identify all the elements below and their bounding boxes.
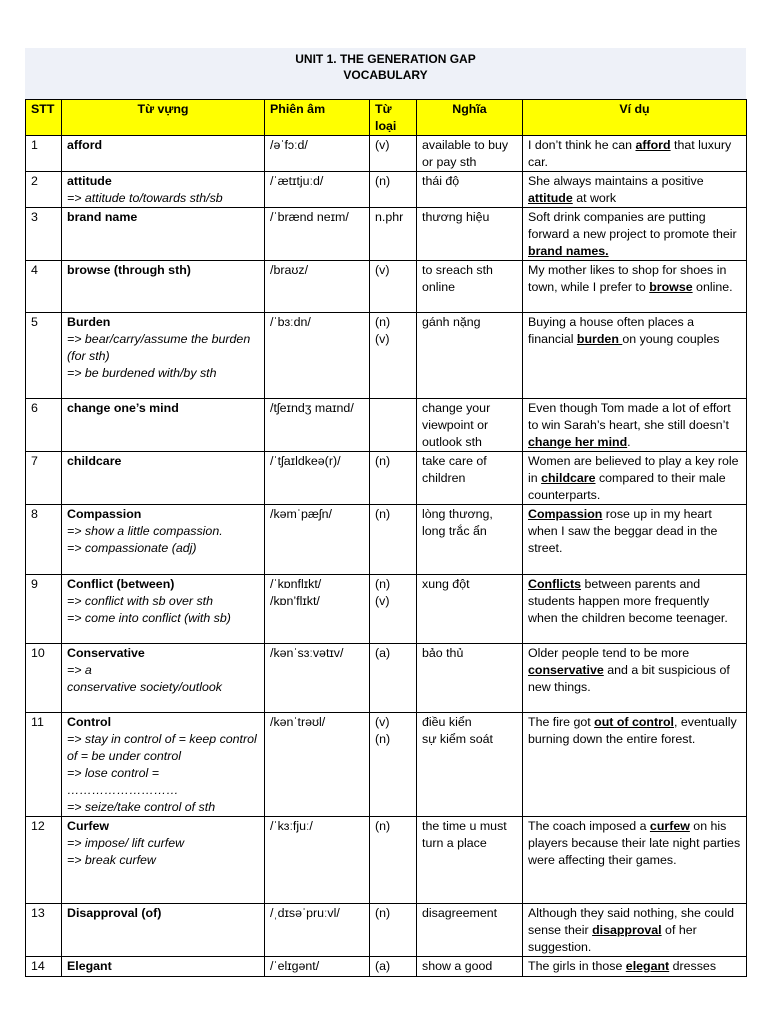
highlighted-term: afford: [635, 138, 671, 152]
example-text: The fire got: [528, 715, 595, 729]
cell-word-type: [370, 452, 417, 505]
meaning-text: change your viewpoint or outlook sth: [422, 401, 491, 449]
word-type-text: (a): [375, 646, 391, 660]
meaning-text: disagreement: [422, 906, 498, 920]
vocab-word: attitude: [67, 174, 112, 188]
example-text: I don’t think he can: [528, 138, 636, 152]
example-text: and a bit suspicious of new things.: [528, 663, 730, 694]
cell-word-type: [370, 208, 417, 261]
vocab-word: Control: [67, 715, 112, 729]
cell-example: [523, 644, 747, 713]
cell-word: [62, 399, 265, 452]
header-meaning: Nghĩa: [417, 100, 523, 136]
phonetic-text: /ˈbɜːdn/: [270, 315, 311, 329]
word-type-text: (v): [375, 715, 390, 729]
phonetic-text: /ˈkɒnflɪkt/: [270, 577, 322, 591]
cell-meaning: [417, 399, 523, 452]
word-type-text: (n): [375, 315, 391, 329]
phonetic-text: /ˈelɪgənt/: [270, 959, 320, 973]
example-text: of her suggestion.: [528, 923, 697, 954]
table-header-row: [26, 100, 747, 136]
highlighted-term: Compassion: [528, 507, 603, 521]
cell-stt: 13: [26, 904, 62, 957]
example-text: Although they said nothing, she could sense their: [528, 906, 734, 937]
cell-stt: 7: [26, 452, 62, 505]
cell-example: [523, 817, 747, 904]
vocab-word: Elegant: [67, 959, 112, 973]
cell-word-type: [370, 904, 417, 957]
phonetic-text: /kənˈtrəʊl/: [270, 715, 326, 729]
phonetic-text: /braʊz/: [270, 263, 309, 277]
word-note: ………………………: [67, 783, 179, 797]
cell-stt: 4: [26, 261, 62, 313]
cell-stt: 11: [26, 713, 62, 817]
table-row: [26, 452, 747, 505]
cell-meaning: [417, 713, 523, 817]
phonetic-text: /kənˈsɜːvətɪv/: [270, 646, 344, 660]
header-stt: STT: [26, 100, 62, 136]
table-row: [26, 261, 747, 313]
vocab-word: browse (through sth): [67, 263, 191, 277]
vocab-word: Conflict (between): [67, 577, 175, 591]
phonetic-text: /ˈbrænd neɪm/: [270, 210, 349, 224]
cell-word: [62, 505, 265, 575]
example-text: Soft drink companies are putting forward a new project to promote their: [528, 210, 737, 241]
meaning-text: to sreach sth online: [422, 263, 493, 294]
cell-example: [523, 713, 747, 817]
meaning-text: thái độ: [422, 174, 460, 188]
vocab-word: Curfew: [67, 819, 109, 833]
vocab-word: Conservative: [67, 646, 145, 660]
example-text: , eventually burning down the entire forest.: [528, 715, 737, 746]
cell-example: [523, 208, 747, 261]
cell-example: [523, 904, 747, 957]
cell-example: [523, 136, 747, 172]
phonetic-text: /tʃeɪndʒ maɪnd/: [270, 401, 354, 415]
highlighted-term: elegant: [625, 959, 670, 973]
example-text: on young couples: [622, 332, 720, 346]
word-note: => break curfew: [67, 853, 156, 867]
word-note: => seize/take control of sth: [67, 800, 216, 814]
example-text: My mother likes to shop for shoes in town, while I prefer to: [528, 263, 727, 294]
word-type-text: n.phr: [375, 210, 404, 224]
cell-phonetic: [265, 172, 370, 208]
cell-phonetic: [265, 505, 370, 575]
cell-meaning: [417, 452, 523, 505]
word-type-text: (n): [375, 819, 391, 833]
cell-word: [62, 208, 265, 261]
cell-stt: 9: [26, 575, 62, 644]
cell-meaning: [417, 644, 523, 713]
cell-meaning: [417, 261, 523, 313]
example-text: Even though Tom made a lot of effort to win Sarah’s heart, she still doesn’t: [528, 401, 731, 432]
table-row: [26, 644, 747, 713]
cell-example: [523, 399, 747, 452]
vocab-word: Burden: [67, 315, 111, 329]
highlighted-term: conservative: [528, 663, 604, 677]
cell-phonetic: [265, 713, 370, 817]
table-row: [26, 313, 747, 399]
highlighted-term: curfew: [649, 819, 690, 833]
example-text: at work: [572, 191, 617, 205]
cell-word: [62, 313, 265, 399]
cell-word-type: [370, 575, 417, 644]
highlighted-term: childcare: [541, 471, 596, 485]
cell-stt: 10: [26, 644, 62, 713]
cell-word-type: [370, 644, 417, 713]
meaning-text: xung đột: [422, 577, 470, 591]
section-title: VOCABULARY: [343, 68, 428, 82]
meaning-text: available to buy or pay sth: [422, 138, 509, 169]
cell-word-type: [370, 313, 417, 399]
table-row: [26, 399, 747, 452]
cell-stt: 14: [26, 957, 62, 977]
cell-meaning: [417, 136, 523, 172]
vocab-word: change one’s mind: [67, 401, 179, 415]
cell-phonetic: [265, 575, 370, 644]
highlighted-term: out of control: [594, 715, 674, 729]
cell-phonetic: [265, 208, 370, 261]
example-text: Older people tend to be more: [528, 646, 690, 660]
word-note: => a: [67, 663, 92, 677]
phonetic-text: /kɒn’flɪkt/: [270, 594, 320, 608]
cell-word-type: [370, 713, 417, 817]
cell-word: [62, 817, 265, 904]
table-body: [26, 136, 747, 977]
highlighted-term: browse: [649, 280, 693, 294]
word-note: => conflict with sb over sth: [67, 594, 214, 608]
cell-phonetic: [265, 136, 370, 172]
highlighted-term: change her mind: [528, 435, 628, 449]
word-note: => impose/ lift curfew: [67, 836, 185, 850]
cell-stt: 5: [26, 313, 62, 399]
word-type-text: (n): [375, 174, 391, 188]
word-note: => attitude to/towards sth/sb: [67, 191, 223, 205]
cell-phonetic: [265, 313, 370, 399]
header-word-type: Từ loại: [370, 100, 417, 136]
table-row: [26, 172, 747, 208]
meaning-text: show a good: [422, 959, 493, 973]
cell-phonetic: [265, 957, 370, 977]
header-phonetic: Phiên âm: [265, 100, 370, 136]
cell-phonetic: [265, 817, 370, 904]
meaning-text: gánh nặng: [422, 315, 481, 329]
table-row: [26, 817, 747, 904]
table-row: [26, 904, 747, 957]
table-row: [26, 505, 747, 575]
phonetic-text: /ˈkɜːfjuː/: [270, 819, 313, 833]
example-text: compared to their male counterparts.: [528, 471, 726, 502]
cell-word: [62, 172, 265, 208]
highlighted-term: attitude: [528, 191, 573, 205]
cell-phonetic: [265, 261, 370, 313]
cell-meaning: [417, 313, 523, 399]
cell-stt: 1: [26, 136, 62, 172]
document-title-block: [25, 48, 746, 100]
header-example: Ví dụ: [523, 100, 747, 136]
table-row: [26, 957, 747, 977]
word-type-text: (n): [375, 906, 391, 920]
word-note: => show a little compassion.: [67, 524, 223, 538]
meaning-text: sự kiểm soát: [422, 732, 493, 746]
word-note: => come into conflict (with sb): [67, 611, 231, 625]
highlighted-term: brand names.: [528, 244, 609, 258]
cell-example: [523, 957, 747, 977]
highlighted-term: disapproval: [592, 923, 662, 937]
phonetic-text: /əˈfɔːd/: [270, 138, 308, 152]
cell-word: [62, 904, 265, 957]
cell-phonetic: [265, 452, 370, 505]
table-row: [26, 208, 747, 261]
cell-stt: 2: [26, 172, 62, 208]
word-type-text: (n): [375, 507, 391, 521]
cell-example: [523, 505, 747, 575]
vocab-word: brand name: [67, 210, 138, 224]
vocab-word: childcare: [67, 454, 122, 468]
phonetic-text: /ˈtʃaɪldkeə(r)/: [270, 454, 341, 468]
cell-stt: 8: [26, 505, 62, 575]
cell-meaning: [417, 505, 523, 575]
unit-title: UNIT 1. THE GENERATION GAP: [295, 52, 476, 66]
vocab-word: Disapproval (of): [67, 906, 162, 920]
word-note: => lose control =: [67, 766, 159, 780]
table-row: [26, 136, 747, 172]
word-type-text: (n): [375, 454, 391, 468]
cell-example: [523, 452, 747, 505]
highlighted-term: Conflicts: [528, 577, 582, 591]
cell-word: [62, 452, 265, 505]
vocab-word: afford: [67, 138, 103, 152]
cell-meaning: [417, 957, 523, 977]
cell-word-type: [370, 957, 417, 977]
example-text: .: [627, 435, 631, 449]
cell-word-type: [370, 505, 417, 575]
cell-phonetic: [265, 399, 370, 452]
phonetic-text: /kəmˈpæʃn/: [270, 507, 332, 521]
word-note: => compassionate (adj): [67, 541, 197, 555]
header-word: Từ vựng: [62, 100, 265, 136]
cell-word: [62, 261, 265, 313]
cell-word-type: [370, 817, 417, 904]
cell-word: [62, 575, 265, 644]
word-type-text: (n): [375, 732, 391, 746]
cell-phonetic: [265, 904, 370, 957]
phonetic-text: /ˈætɪtjuːd/: [270, 174, 324, 188]
meaning-text: take care of children: [422, 454, 487, 485]
example-text: The girls in those: [528, 959, 626, 973]
word-type-text: (n): [375, 577, 391, 591]
example-text: that luxury car.: [528, 138, 732, 169]
cell-meaning: [417, 817, 523, 904]
cell-meaning: [417, 172, 523, 208]
example-text: She always maintains a positive: [528, 174, 704, 188]
cell-word-type: [370, 172, 417, 208]
cell-word: [62, 713, 265, 817]
word-type-text: (v): [375, 263, 390, 277]
cell-example: [523, 261, 747, 313]
example-text: rose up in my heart when I saw the beggar dead in the street.: [528, 507, 718, 555]
phonetic-text: /ˌdɪsəˈpruːvl/: [270, 906, 340, 920]
cell-example: [523, 313, 747, 399]
cell-example: [523, 575, 747, 644]
cell-word: [62, 644, 265, 713]
example-text: online.: [692, 280, 733, 294]
example-text: Buying a house often places a financial: [528, 315, 695, 346]
word-note: => bear/carry/assume the burden (for sth): [67, 332, 251, 363]
meaning-text: lòng thương, long trắc ẩn: [422, 507, 493, 538]
vocabulary-table: [25, 99, 747, 977]
cell-stt: 3: [26, 208, 62, 261]
meaning-text: the time u must turn a place: [422, 819, 507, 850]
cell-meaning: [417, 575, 523, 644]
meaning-text: bảo thủ: [422, 646, 464, 660]
table-row: [26, 575, 747, 644]
word-type-text: (v): [375, 138, 390, 152]
word-note: conservative society/outlook: [67, 680, 222, 694]
example-text: Women are believed to play a key role in: [528, 454, 739, 485]
example-text: between parents and students happen more frequently when the children become teenager.: [528, 577, 728, 625]
table-row: [26, 713, 747, 817]
cell-word: [62, 957, 265, 977]
word-type-text: (v): [375, 332, 390, 346]
vocab-word: Compassion: [67, 507, 142, 521]
meaning-text: thương hiệu: [422, 210, 490, 224]
cell-meaning: [417, 904, 523, 957]
example-text: dresses: [669, 959, 717, 973]
word-type-text: (a): [375, 959, 391, 973]
cell-example: [523, 172, 747, 208]
example-text: The coach imposed a: [528, 819, 650, 833]
example-text: on his players because their late night parties were affecting their games.: [528, 819, 741, 867]
cell-meaning: [417, 208, 523, 261]
cell-stt: 6: [26, 399, 62, 452]
cell-word-type: [370, 261, 417, 313]
word-type-text: (v): [375, 594, 390, 608]
meaning-text: điều kiển: [422, 715, 472, 729]
cell-stt: 12: [26, 817, 62, 904]
cell-phonetic: [265, 644, 370, 713]
cell-word: [62, 136, 265, 172]
highlighted-term: burden: [576, 332, 623, 346]
word-note: => be burdened with/by sth: [67, 366, 217, 380]
cell-word-type: [370, 136, 417, 172]
cell-word-type: [370, 399, 417, 452]
word-note: => stay in control of = keep control of = be under control: [67, 732, 257, 763]
